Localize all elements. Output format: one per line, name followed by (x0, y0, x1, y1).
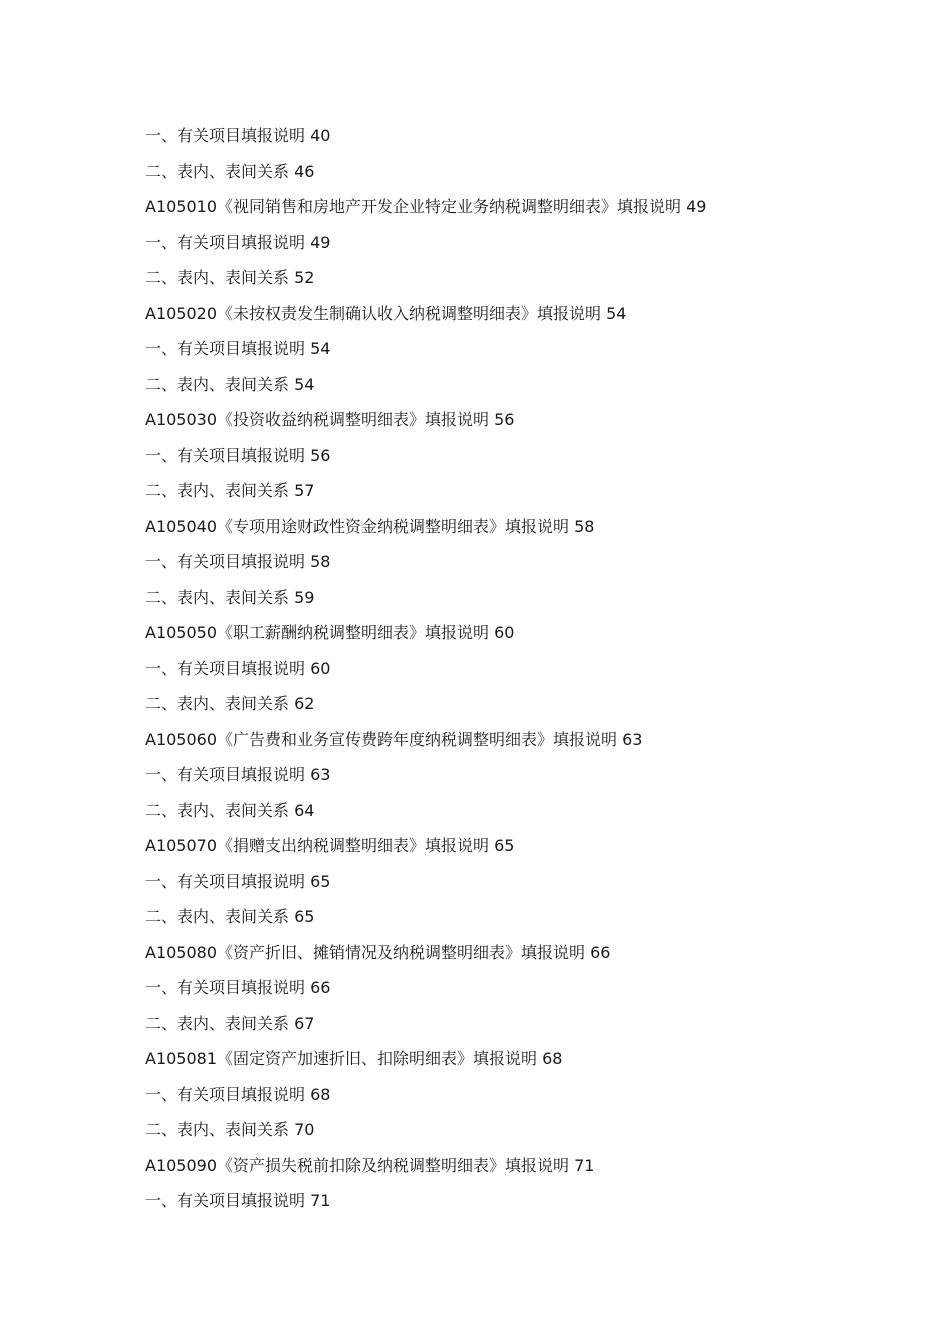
toc-entry-title: A105030《投资收益纳税调整明细表》填报说明 (145, 410, 490, 429)
toc-entry[interactable] (145, 374, 905, 410)
toc-entry[interactable] (145, 303, 905, 339)
toc-entry-title: A105080《资产折旧、摊销情况及纳税调整明细表》填报说明 (145, 942, 586, 962)
toc-entry-page-number: 70 (294, 1120, 315, 1139)
toc-entry-title: 一、有关项目填报说明 (145, 871, 306, 891)
toc-entry-title: 二、表内、表间关系 (145, 907, 290, 926)
toc-entry[interactable] (145, 622, 905, 658)
toc-entry-page-number: 68 (310, 1084, 331, 1104)
toc-entry-title: A105040《专项用途财政性资金纳税调整明细表》填报说明 (145, 516, 570, 536)
toc-entry-page-number: 71 (574, 1155, 595, 1175)
toc-entry-page-number: 66 (310, 978, 331, 997)
toc-entry-title: 一、有关项目填报说明 (145, 339, 306, 358)
toc-entry[interactable] (145, 338, 905, 374)
toc-entry-title: 二、表内、表间关系 (145, 1120, 290, 1139)
toc-entry-page-number: 65 (494, 836, 515, 855)
toc-entry[interactable] (145, 658, 905, 694)
toc-entry[interactable] (145, 196, 905, 232)
toc-entry[interactable] (145, 1190, 905, 1226)
toc-entry-page-number: 52 (294, 268, 315, 287)
toc-entry-page-number: 54 (606, 303, 627, 323)
toc-entry[interactable] (145, 835, 905, 871)
toc-entry[interactable] (145, 161, 905, 197)
toc-entry-page-number: 57 (294, 481, 315, 500)
toc-entry-title: 一、有关项目填报说明 (145, 765, 306, 784)
toc-entry-title: 一、有关项目填报说明 (145, 126, 306, 145)
toc-entry[interactable] (145, 729, 905, 765)
toc-entry[interactable] (145, 125, 905, 161)
toc-entry-title: 一、有关项目填报说明 (145, 658, 306, 678)
toc-entry-title: 一、有关项目填报说明 (145, 445, 306, 465)
toc-entry[interactable] (145, 232, 905, 268)
toc-entry-title: A105020《未按权责发生制确认收入纳税调整明细表》填报说明 (145, 303, 602, 323)
toc-entry-title: 二、表内、表间关系 (145, 161, 290, 181)
table-of-contents (145, 125, 905, 1226)
toc-entry-page-number: 62 (294, 694, 315, 713)
toc-entry-page-number: 56 (310, 445, 331, 465)
toc-entry[interactable] (145, 480, 905, 516)
toc-entry-page-number: 60 (494, 623, 515, 642)
toc-entry-page-number: 58 (310, 552, 331, 571)
toc-entry-page-number: 64 (294, 800, 315, 820)
toc-entry-title: 二、表内、表间关系 (145, 694, 290, 713)
toc-entry-page-number: 56 (494, 410, 515, 429)
toc-entry-title: 二、表内、表间关系 (145, 800, 290, 820)
toc-entry-title: 一、有关项目填报说明 (145, 1191, 306, 1210)
toc-entry-page-number: 68 (542, 1049, 563, 1068)
toc-entry[interactable] (145, 1013, 905, 1049)
toc-entry[interactable] (145, 409, 905, 445)
toc-entry-title: 一、有关项目填报说明 (145, 1084, 306, 1104)
toc-entry-page-number: 49 (310, 232, 331, 252)
toc-entry-page-number: 63 (310, 765, 331, 784)
toc-entry[interactable] (145, 942, 905, 978)
toc-entry-title: 二、表内、表间关系 (145, 481, 290, 500)
toc-entry-title: 一、有关项目填报说明 (145, 552, 306, 571)
toc-entry-title: 一、有关项目填报说明 (145, 232, 306, 252)
toc-entry-title: A105050《职工薪酬纳税调整明细表》填报说明 (145, 623, 490, 642)
toc-entry-title: A105060《广告费和业务宣传费跨年度纳税调整明细表》填报说明 (145, 729, 618, 749)
toc-entry-title: 二、表内、表间关系 (145, 374, 290, 394)
toc-entry[interactable] (145, 1119, 905, 1155)
toc-entry-page-number: 60 (310, 658, 331, 678)
toc-entry[interactable] (145, 516, 905, 552)
toc-entry-page-number: 49 (686, 197, 707, 216)
toc-entry[interactable] (145, 1155, 905, 1191)
toc-entry-title: A105081《固定资产加速折旧、扣除明细表》填报说明 (145, 1049, 538, 1068)
toc-entry-page-number: 67 (294, 1013, 315, 1033)
toc-entry-title: 二、表内、表间关系 (145, 1013, 290, 1033)
toc-entry-page-number: 40 (310, 126, 331, 145)
toc-entry-title: A105070《捐赠支出纳税调整明细表》填报说明 (145, 836, 490, 855)
toc-entry[interactable] (145, 445, 905, 481)
toc-entry-page-number: 65 (310, 871, 331, 891)
toc-entry-page-number: 65 (294, 907, 315, 926)
toc-entry-page-number: 58 (574, 516, 595, 536)
toc-entry[interactable] (145, 1084, 905, 1120)
toc-entry-title: 二、表内、表间关系 (145, 268, 290, 287)
toc-entry-page-number: 63 (622, 729, 643, 749)
toc-entry[interactable] (145, 800, 905, 836)
toc-entry-title: A105010《视同销售和房地产开发企业特定业务纳税调整明细表》填报说明 (145, 197, 682, 216)
toc-entry-page-number: 59 (294, 587, 315, 607)
toc-entry-page-number: 54 (310, 339, 331, 358)
toc-entry-title: 一、有关项目填报说明 (145, 978, 306, 997)
toc-entry-page-number: 71 (310, 1191, 331, 1210)
toc-entry[interactable] (145, 1048, 905, 1084)
toc-entry-page-number: 54 (294, 374, 315, 394)
toc-entry[interactable] (145, 871, 905, 907)
toc-entry[interactable] (145, 587, 905, 623)
toc-entry[interactable] (145, 267, 905, 303)
toc-entry[interactable] (145, 906, 905, 942)
toc-entry[interactable] (145, 693, 905, 729)
toc-entry-page-number: 46 (294, 161, 315, 181)
toc-entry-title: 二、表内、表间关系 (145, 587, 290, 607)
toc-entry[interactable] (145, 764, 905, 800)
toc-entry-page-number: 66 (590, 942, 611, 962)
toc-entry[interactable] (145, 977, 905, 1013)
toc-entry-title: A105090《资产损失税前扣除及纳税调整明细表》填报说明 (145, 1155, 570, 1175)
toc-entry[interactable] (145, 551, 905, 587)
